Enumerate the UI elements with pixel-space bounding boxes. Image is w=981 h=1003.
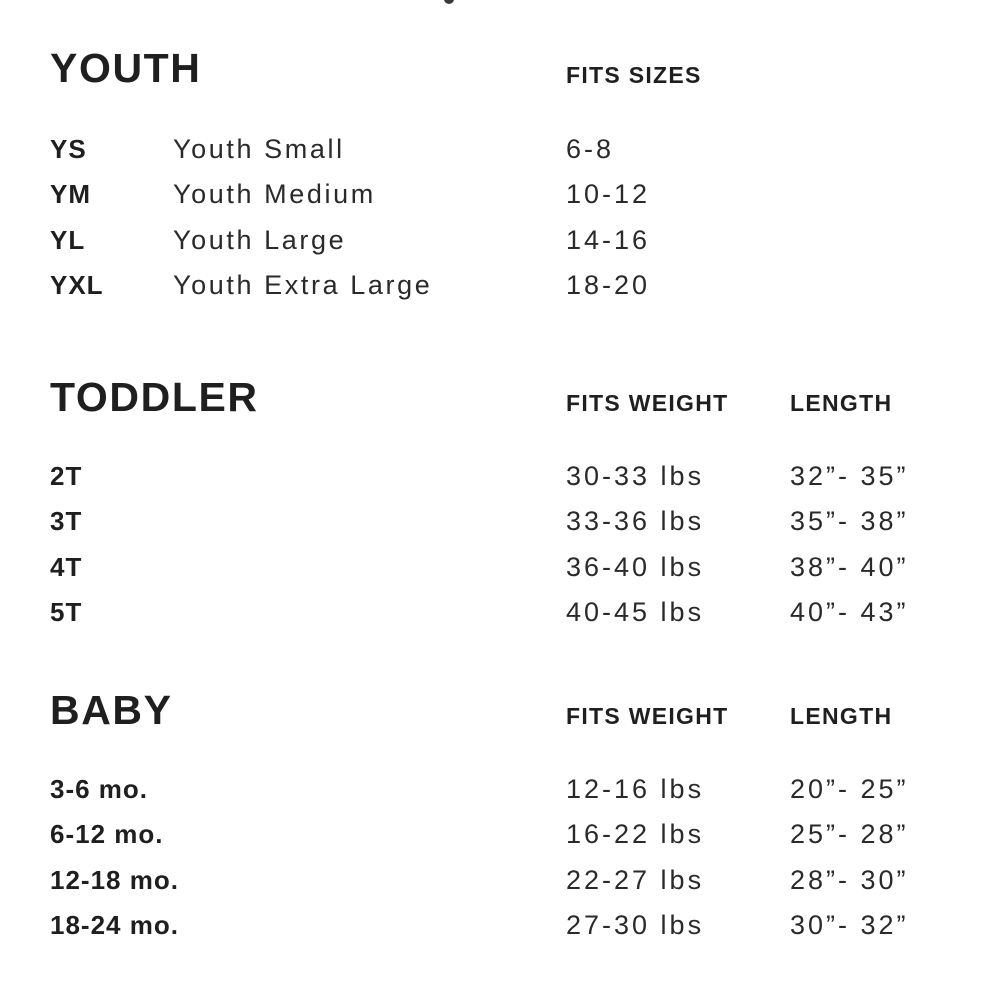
- fits-sizes-value: 6-8: [566, 134, 615, 164]
- size-code: 3-6 mo.: [50, 774, 149, 804]
- table-row: [0, 821, 981, 861]
- table-row: [0, 181, 981, 221]
- table-row: [0, 463, 981, 503]
- table-row: [0, 227, 981, 267]
- size-code: YL: [50, 225, 86, 255]
- table-row: [0, 272, 981, 312]
- size-code: 4T: [50, 552, 83, 582]
- length-value: 38”- 40”: [790, 552, 909, 582]
- size-code: 2T: [50, 461, 83, 491]
- table-row: [0, 599, 981, 639]
- table-row: [0, 554, 981, 594]
- length-value: 20”- 25”: [790, 774, 909, 804]
- baby-length-header: LENGTH: [790, 703, 893, 729]
- baby-fits-weight-header: FITS WEIGHT: [566, 703, 729, 729]
- fits-weight-value: 22-27 lbs: [566, 865, 705, 895]
- size-code: 6-12 mo.: [50, 819, 164, 849]
- toddler-title: TODDLER: [50, 374, 259, 420]
- length-value: 32”- 35”: [790, 461, 909, 491]
- youth-fits-sizes-header: FITS SIZES: [566, 62, 702, 88]
- fits-weight-value: 27-30 lbs: [566, 910, 705, 940]
- length-value: 30”- 32”: [790, 910, 909, 940]
- size-code: YS: [50, 134, 87, 164]
- table-row: [0, 912, 981, 952]
- fits-weight-value: 33-36 lbs: [566, 506, 705, 536]
- length-value: 28”- 30”: [790, 865, 909, 895]
- size-code: 3T: [50, 506, 83, 536]
- fits-sizes-value: 10-12: [566, 179, 651, 209]
- length-value: 35”- 38”: [790, 506, 909, 536]
- size-name: Youth Extra Large: [173, 270, 433, 300]
- size-code: 5T: [50, 597, 83, 627]
- fits-weight-value: 12-16 lbs: [566, 774, 705, 804]
- size-code: 18-24 mo.: [50, 910, 179, 940]
- table-row: [0, 508, 981, 548]
- baby-title: BABY: [50, 687, 173, 733]
- youth-title: YOUTH: [50, 45, 202, 91]
- toddler-fits-weight-header: FITS WEIGHT: [566, 390, 729, 416]
- length-value: 25”- 28”: [790, 819, 909, 849]
- top-edge-mark: [444, 0, 454, 4]
- table-row: [0, 136, 981, 176]
- table-row: [0, 867, 981, 907]
- toddler-length-header: LENGTH: [790, 390, 893, 416]
- size-name: Youth Small: [173, 134, 345, 164]
- fits-weight-value: 36-40 lbs: [566, 552, 705, 582]
- size-code: YXL: [50, 270, 104, 300]
- fits-sizes-value: 18-20: [566, 270, 651, 300]
- size-name: Youth Large: [173, 225, 347, 255]
- fits-weight-value: 30-33 lbs: [566, 461, 705, 491]
- size-code: 12-18 mo.: [50, 865, 179, 895]
- length-value: 40”- 43”: [790, 597, 909, 627]
- size-code: YM: [50, 179, 91, 209]
- fits-sizes-value: 14-16: [566, 225, 651, 255]
- size-name: Youth Medium: [173, 179, 376, 209]
- fits-weight-value: 40-45 lbs: [566, 597, 705, 627]
- fits-weight-value: 16-22 lbs: [566, 819, 705, 849]
- table-row: [0, 776, 981, 816]
